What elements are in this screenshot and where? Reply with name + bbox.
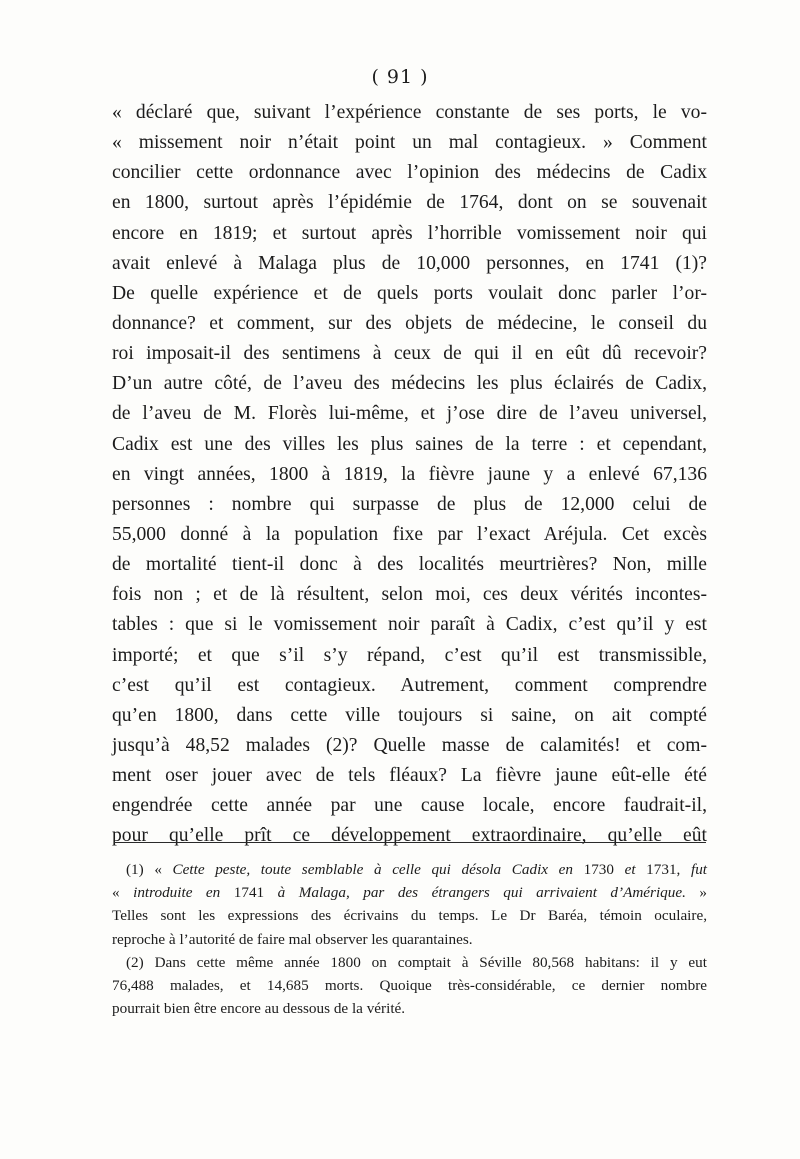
footnote-2-line: (2) Dans cette même année 1800 on comptait à Séville 80,568 habitans: il y eut [126, 953, 707, 971]
footnote-marker: (1) « [126, 861, 173, 878]
footnotes [112, 858, 707, 1020]
text-line: Cadix est une des villes les plus saines de la terre : et cependant, [112, 433, 707, 455]
text-line: avait enlevé à Malaga plus de 10,000 personnes, en 1741 (1)? [112, 252, 707, 274]
text-line: ment oser jouer avec de tels fléaux? La fièvre jaune eût-elle été [112, 765, 707, 787]
text-line: de l’aveu de M. Florès lui-même, et j’ose dire de l’aveu universel, [112, 403, 707, 425]
text-line: personnes : nombre qui surpasse de plus de 12,000 celui de [112, 493, 707, 515]
text-line: jusqu’à 48,52 malades (2)? Quelle masse de calamités! et com- [112, 734, 707, 756]
footnote-italic-text: introduite en [133, 884, 221, 902]
footnote-italic-text: Cette peste, toute semblable à celle qui désola Cadix en [172, 861, 573, 878]
text-line: pour qu’elle prît ce développement extraordinaire, qu’elle eût [112, 825, 707, 847]
footnote-text: 1741 [220, 884, 278, 902]
text-line: en vingt années, 1800 à 1819, la fièvre jaune y a enlevé 67,136 [112, 463, 707, 485]
text-line: D’un autre côté, de l’aveu des médecins les plus éclairés de Cadix, [112, 373, 707, 395]
text-line: « déclaré que, suivant l’expérience constante de ses ports, le vo- [112, 102, 707, 123]
footnote-text: » [685, 884, 707, 902]
text-line: concilier cette ordonnance avec l’opinion des médecins de Cadix [112, 162, 707, 184]
footnote-2-line: pourrait bien être encore au dessous de la vérité. [112, 1000, 406, 1018]
text-line: donnance? et comment, sur des objets de médecine, le conseil du [112, 312, 707, 334]
text-line: De quelle expérience et de quels ports voulait donc parler l’or- [112, 282, 707, 304]
footnote-text: 1730 [572, 861, 625, 878]
footnote-italic-text: fut [690, 861, 708, 878]
text-line: de mortalité tient-il donc à des localités meurtrières? Non, mille [112, 554, 707, 576]
text-line: qu’en 1800, dans cette ville toujours si saine, on ait compté [112, 704, 707, 726]
footnote-1-line [112, 858, 707, 881]
footnote-italic-text: à Malaga, par des étrangers qui arrivaient d’Amérique. [277, 884, 686, 902]
main-text [112, 98, 707, 852]
text-line: fois non ; et de là résultent, selon moi, ces deux vérités incontes- [112, 584, 707, 606]
footnote-italic-text: et [624, 861, 636, 878]
text-line: importé; et que s’il s’y répand, c’est qu’il est transmissible, [112, 644, 707, 666]
text-line: roi imposait-il des sentimens à ceux de qui il en eût dû recevoir? [112, 343, 707, 365]
footnote-separator [114, 842, 706, 843]
text-line: encore en 1819; et surtout après l’horrible vomissement noir qui [112, 222, 707, 244]
footnote-text: « [112, 884, 134, 902]
footnote-1-line: Telles sont les expressions des écrivains du temps. Le Dr Baréa, témoin oculaire, [112, 907, 707, 925]
text-line: en 1800, surtout après l’épidémie de 1764, dont on se souvenait [112, 192, 707, 214]
text-line: 55,000 donné à la population fixe par l’exact Aréjula. Cet excès [112, 523, 707, 545]
footnote-2-line: 76,488 malades, et 14,685 morts. Quoique très-considérable, ce dernier nombre [112, 976, 707, 994]
text-line: tables : que si le vomissement noir paraît à Cadix, c’est qu’il y est [112, 614, 707, 636]
text-line: « missement noir n’était point un mal contagieux. » Comment [112, 132, 707, 154]
footnote-1-line: reproche à l’autorité de faire mal observer les quarantaines. [112, 930, 473, 948]
footnote-1-line [112, 881, 707, 904]
text-line: engendrée cette année par une cause locale, encore faudrait-il, [112, 795, 707, 817]
page-number: ( 91 ) [371, 66, 429, 88]
text-line: c’est qu’il est contagieux. Autrement, comment comprendre [112, 674, 707, 696]
footnote-text: 1731, [635, 861, 691, 878]
